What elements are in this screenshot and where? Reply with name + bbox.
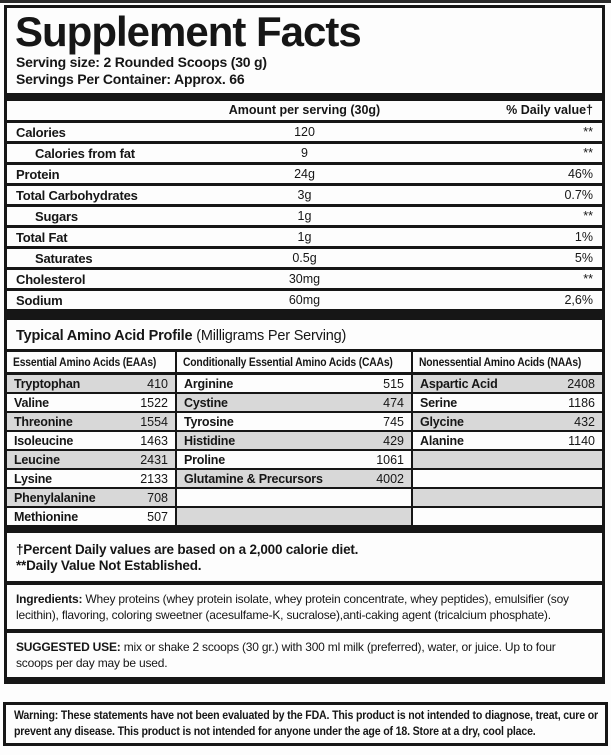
amino-name: Tyrosine [184,414,234,429]
amino-value: 1554 [140,414,168,429]
nutrient-daily-value: 2,6% [564,293,593,307]
nutrient-daily-value: 1% [574,230,593,244]
amino-name: Aspartic Acid [420,376,498,391]
amino-column-header [177,352,411,375]
amino-value: 2408 [567,376,595,391]
nutrient-name: Sugars [35,208,78,224]
nutrient-amount: 60mg [288,293,321,307]
amino-cell [413,375,602,394]
amino-name: Tryptophan [14,376,81,391]
amino-cell [7,451,175,470]
warning-text: Warning: These statements have not been evaluated by the FDA. This product is not intended to diagnose, treat, cure or prevent any disease. This product is not intended for anyone under the age of 18. Store at a dry, cool place. [14,708,598,738]
amino-name: Glutamine & Precursors [184,471,323,486]
amino-value: 708 [147,490,168,505]
amino-value: 432 [574,414,595,429]
amino-cell [413,508,602,527]
amino-column-eaa [7,352,177,527]
amino-value: 429 [383,433,404,448]
divider-bar [7,312,602,320]
amino-cell [177,413,411,432]
amino-value: 1186 [568,395,595,410]
nutrition-table [7,123,602,312]
amino-cell [413,451,602,470]
nutrition-row [7,165,602,186]
nutrition-row [7,291,602,312]
amino-cell [413,394,602,413]
amino-name: Threonine [14,414,73,429]
amino-cell [7,413,175,432]
amino-value: 1522 [140,395,168,410]
nutrition-row [7,270,602,291]
scan-edge-artifact [0,0,611,3]
nutrient-amount: 3g [297,188,312,202]
amino-name: Lysine [14,471,52,486]
suggested-use-paragraph [7,633,602,677]
nutrient-name: Total Fat [16,229,68,245]
amino-name: Leucine [14,452,60,467]
amino-title-bold: Typical Amino Acid Profile [16,328,193,344]
amino-name: Alanine [420,433,464,448]
nutrient-daily-value: ** [583,209,593,223]
footnote-daily-value: †Percent Daily values are based on a 2,000 calorie diet. [16,542,359,557]
suggested-use-text: mix or shake 2 scoops (30 gr.) with 300 ml milk (preferred), water, or juice. Up to four scoops per day may be used. [16,640,556,670]
page-title: Supplement Facts [15,8,361,55]
amino-column-header [413,352,602,375]
footnotes [7,533,602,581]
nutrient-amount: 24g [294,167,315,181]
amino-acid-table [7,349,602,533]
nutrient-name: Total Carbohydrates [16,187,138,203]
amino-cell [177,489,411,508]
amount-per-serving-header: Amount per serving (30g) [228,103,381,117]
amino-section-title [7,320,602,349]
nutrient-amount: 0.5g [292,251,317,265]
amino-name: Cystine [184,395,228,410]
nutrition-header-row [7,101,602,123]
nutrient-daily-value: ** [583,272,593,286]
nutrient-amount: 1g [297,230,312,244]
amino-cell [177,432,411,451]
divider-bar [7,93,602,101]
nutrient-name: Calories from fat [35,145,135,161]
nutrient-name: Cholesterol [16,271,86,287]
amino-cell [177,451,411,470]
amino-cell [413,432,602,451]
amino-name: Isoleucine [14,433,74,448]
amino-value: 1463 [140,433,168,448]
nutrient-daily-value: ** [583,146,593,160]
nutrient-name: Calories [16,124,66,140]
amino-name: Histidine [184,433,235,448]
ingredients-label: Ingredients: [16,592,83,606]
nutrient-name: Saturates [35,250,93,266]
nutrition-row [7,249,602,270]
amino-cell [7,375,175,394]
nutrient-amount: 30mg [288,272,321,286]
amino-header-text: Conditionally Essential Amino Acids (CAAs) [183,355,393,369]
warning-panel [3,702,608,746]
nutrition-row [7,207,602,228]
nutrient-daily-value: 0.7% [564,188,593,202]
ingredients-paragraph [7,585,602,629]
amino-name: Valine [14,395,49,410]
nutrient-daily-value: ** [583,125,593,139]
amino-cell [413,470,602,489]
amino-name: Glycine [420,414,464,429]
amino-name: Arginine [184,376,234,391]
nutrient-daily-value: 5% [574,251,593,265]
daily-value-header: % Daily value† [506,103,593,117]
nutrition-row [7,144,602,165]
amino-value: 745 [383,414,404,429]
servings-per-container: Servings Per Container: Approx. 66 [16,71,245,87]
amino-cell [177,394,411,413]
nutrient-amount: 1g [297,209,312,223]
amino-value: 1140 [568,433,595,448]
nutrient-daily-value: 46% [567,167,593,181]
amino-cell [7,508,175,527]
amino-value: 2431 [140,452,168,467]
footnote-not-established: **Daily Value Not Established. [16,558,202,573]
amino-column-naa [413,352,602,527]
nutrition-row [7,123,602,144]
nutrient-amount: 9 [301,146,308,160]
nutrition-row [7,228,602,249]
amino-column-header [7,352,175,375]
nutrient-amount: 120 [294,125,315,139]
amino-value: 474 [383,395,404,410]
ingredients-text: Whey proteins (whey protein isolate, whey protein concentrate, whey peptides), emulsifier (soy lecithin), flavoring, coloring sweetner (acesulfame-K, sucralose),anti-caking agent (tricalcium phosphate). [16,592,569,622]
nutrient-name: Sodium [16,292,63,308]
amino-cell [413,413,602,432]
amino-value: 2133 [140,471,168,486]
amino-cell [177,508,411,527]
amino-name: Serine [420,395,458,410]
amino-header-text: Essential Amino Acids (EAAs) [13,355,157,369]
amino-cell [7,470,175,489]
amino-header-text: Nonessential Amino Acids (NAAs) [419,355,582,369]
amino-value: 1061 [376,452,404,467]
nutrition-row [7,186,602,207]
amino-cell [7,489,175,508]
serving-size: Serving size: 2 Rounded Scoops (30 g) [16,54,267,70]
amino-cell [7,394,175,413]
nutrient-name: Protein [16,166,60,182]
amino-name: Methionine [14,509,78,524]
amino-value: 4002 [376,471,404,486]
amino-cell [177,375,411,394]
amino-cell [413,489,602,508]
amino-value: 410 [147,376,168,391]
amino-name: Phenylalanine [14,490,96,505]
amino-name: Proline [184,452,225,467]
amino-cell [177,470,411,489]
suggested-use-label: SUGGESTED USE: [16,640,121,654]
main-panel [4,5,605,684]
amino-cell [7,432,175,451]
amino-value: 507 [147,509,168,524]
amino-title-note: (Milligrams Per Serving) [192,328,347,344]
amino-value: 515 [383,376,404,391]
amino-column-caa [177,352,413,527]
